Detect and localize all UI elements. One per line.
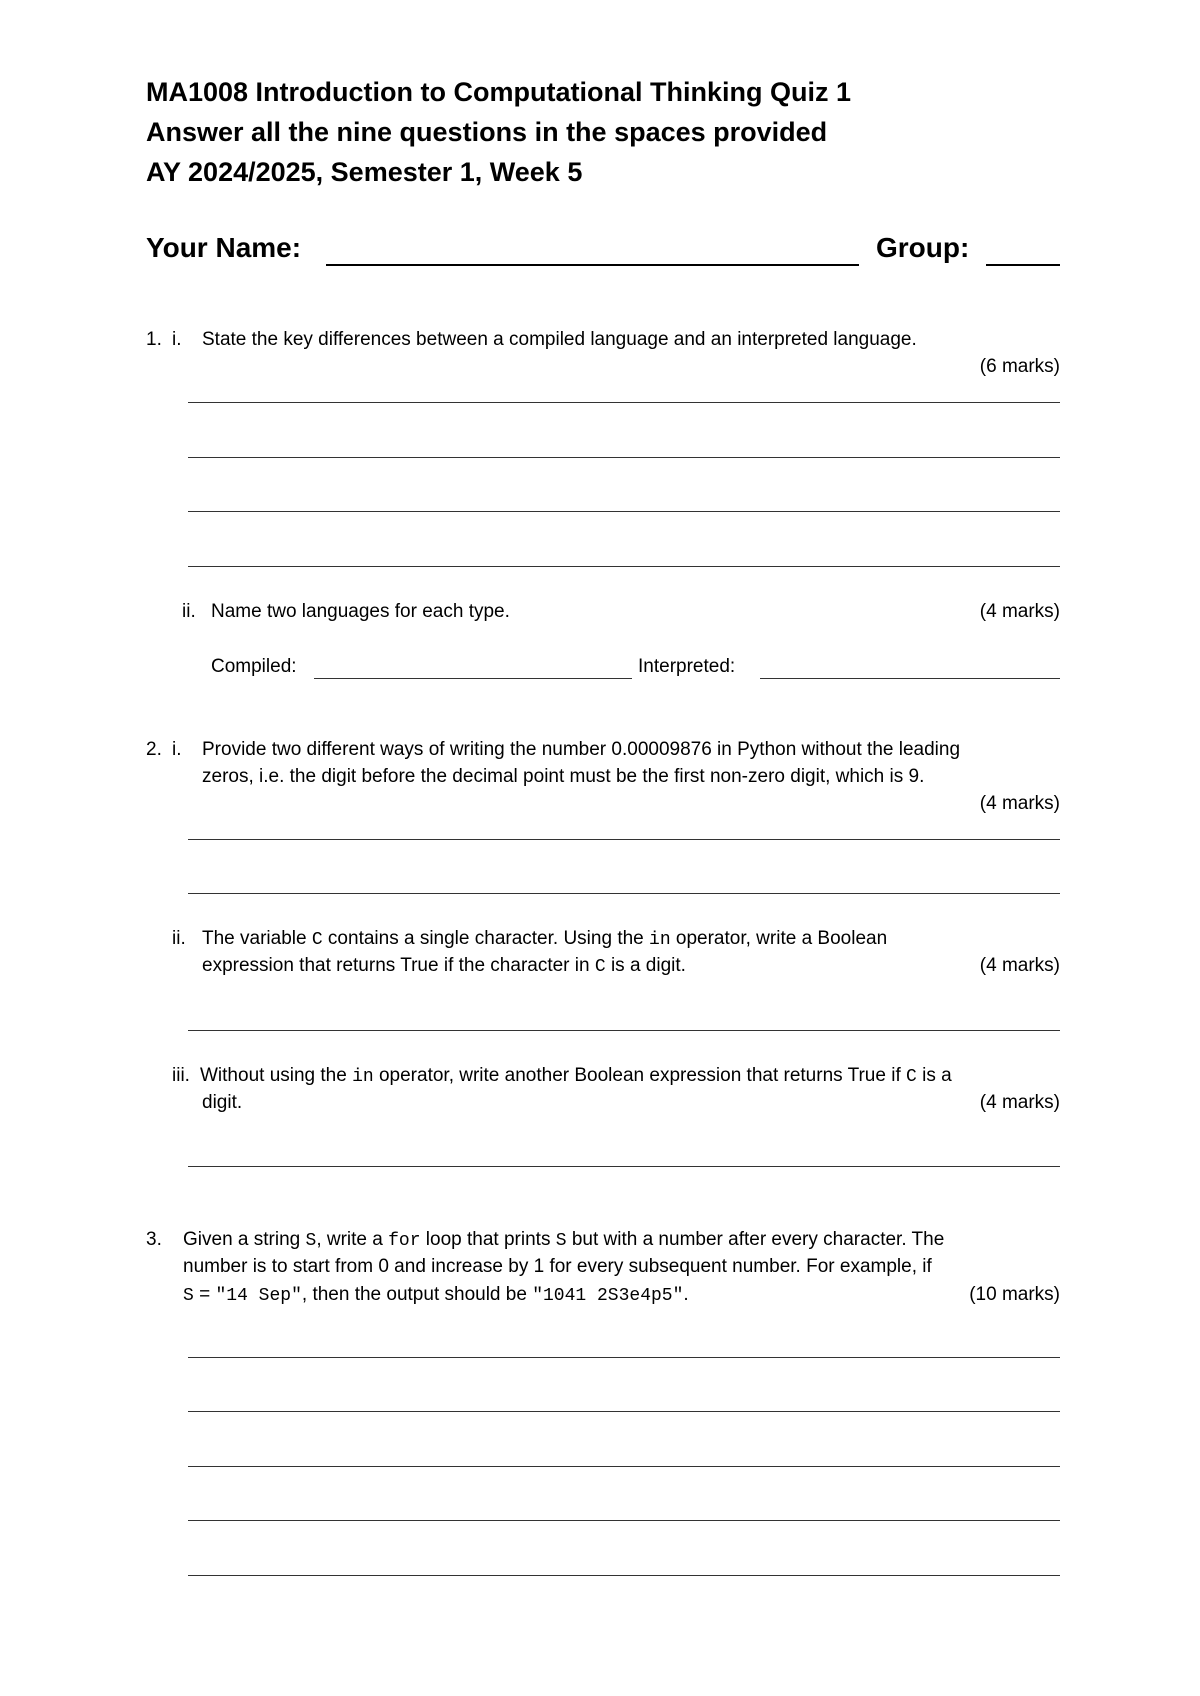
text-segment: but with a number after every character. The <box>566 1229 945 1250</box>
compiled-answer-line[interactable] <box>314 678 632 679</box>
answer-line[interactable] <box>188 1466 1060 1467</box>
text-segment: = <box>193 1284 216 1305</box>
question-number: 1. <box>146 329 162 350</box>
part-label: i. <box>172 739 182 760</box>
quiz-header <box>146 72 851 192</box>
answer-line[interactable] <box>188 1030 1060 1031</box>
quiz-title: MA1008 Introduction to Computational Thinking Quiz 1 <box>146 77 851 107</box>
code-operator: in <box>649 930 671 950</box>
text-segment: . <box>683 1284 689 1305</box>
code-keyword: for <box>388 1231 421 1251</box>
group-label: Group: <box>876 232 970 263</box>
question-text <box>183 1281 689 1310</box>
text-segment: is a <box>916 1065 952 1086</box>
question-text: Name two languages for each type. <box>211 601 510 622</box>
compiled-label: Compiled: <box>211 656 297 677</box>
answer-line[interactable] <box>188 1166 1060 1167</box>
question-text <box>183 1226 944 1255</box>
question-text: State the key differences between a compiled language and an interpreted language. <box>202 329 917 350</box>
group-field[interactable] <box>986 264 1060 266</box>
answer-line[interactable] <box>188 566 1060 567</box>
code-example-output: "1041 2S3e4p5" <box>532 1286 684 1306</box>
quiz-instruction: Answer all the nine questions in the spaces provided <box>146 117 828 147</box>
code-variable: S <box>555 1231 567 1251</box>
code-variable: S <box>183 1286 194 1306</box>
part-label: ii. <box>182 601 196 622</box>
answer-line[interactable] <box>188 893 1060 894</box>
marks-label: (10 marks) <box>969 1284 1060 1305</box>
question-number: 3. <box>146 1229 162 1250</box>
text-segment: , then the output should be <box>301 1284 533 1305</box>
marks-label: (4 marks) <box>979 955 1060 976</box>
text-segment: , write a <box>316 1229 389 1250</box>
text-segment: The variable <box>202 928 312 949</box>
question-text: number is to start from 0 and increase by 1 for every subsequent number. For example, if <box>183 1256 932 1277</box>
text-segment: operator, write another Boolean expression that returns True if <box>373 1065 906 1086</box>
answer-line[interactable] <box>188 457 1060 458</box>
part-label: ii. <box>172 928 186 949</box>
part-label: i. <box>172 329 182 350</box>
text-segment: contains a single character. Using the <box>322 928 650 949</box>
question-number: 2. <box>146 739 162 760</box>
answer-line[interactable] <box>188 1357 1060 1358</box>
code-variable: S <box>305 1231 317 1251</box>
code-variable: C <box>311 930 323 950</box>
marks-label: (4 marks) <box>979 793 1060 814</box>
question-text <box>202 952 686 981</box>
text-segment: expression that returns True if the character in <box>202 955 595 976</box>
code-operator: in <box>352 1067 374 1087</box>
answer-line[interactable] <box>188 1411 1060 1412</box>
answer-line[interactable] <box>188 402 1060 403</box>
part-label: iii. <box>172 1065 190 1086</box>
interpreted-answer-line[interactable] <box>760 678 1060 679</box>
name-field[interactable] <box>326 264 859 266</box>
marks-label: (4 marks) <box>979 601 1060 622</box>
answer-line[interactable] <box>188 1575 1060 1576</box>
text-segment: Without using the <box>200 1065 353 1086</box>
marks-label: (4 marks) <box>979 1092 1060 1113</box>
answer-line[interactable] <box>188 511 1060 512</box>
quiz-term: AY 2024/2025, Semester 1, Week 5 <box>146 157 583 187</box>
interpreted-label: Interpreted: <box>638 656 736 677</box>
text-segment: Given a string <box>183 1229 306 1250</box>
text-segment: operator, write a Boolean <box>670 928 888 949</box>
code-variable: C <box>906 1067 917 1087</box>
name-label: Your Name: <box>146 232 302 263</box>
question-text <box>202 925 887 954</box>
text-segment: loop that prints <box>420 1229 556 1250</box>
code-example-input: "14 Sep" <box>215 1286 302 1306</box>
question-text: Provide two different ways of writing the number 0.00009876 in Python without the leading <box>202 739 961 760</box>
student-info-row <box>146 232 1060 272</box>
question-text: digit. <box>202 1092 243 1113</box>
question-text <box>200 1062 952 1091</box>
text-segment: is a digit. <box>605 955 686 976</box>
answer-line[interactable] <box>188 1520 1060 1521</box>
marks-label: (6 marks) <box>979 356 1060 377</box>
answer-line[interactable] <box>188 839 1060 840</box>
question-text: zeros, i.e. the digit before the decimal point must be the first non-zero digit, which is 9. <box>202 766 925 787</box>
code-variable: C <box>594 957 606 977</box>
